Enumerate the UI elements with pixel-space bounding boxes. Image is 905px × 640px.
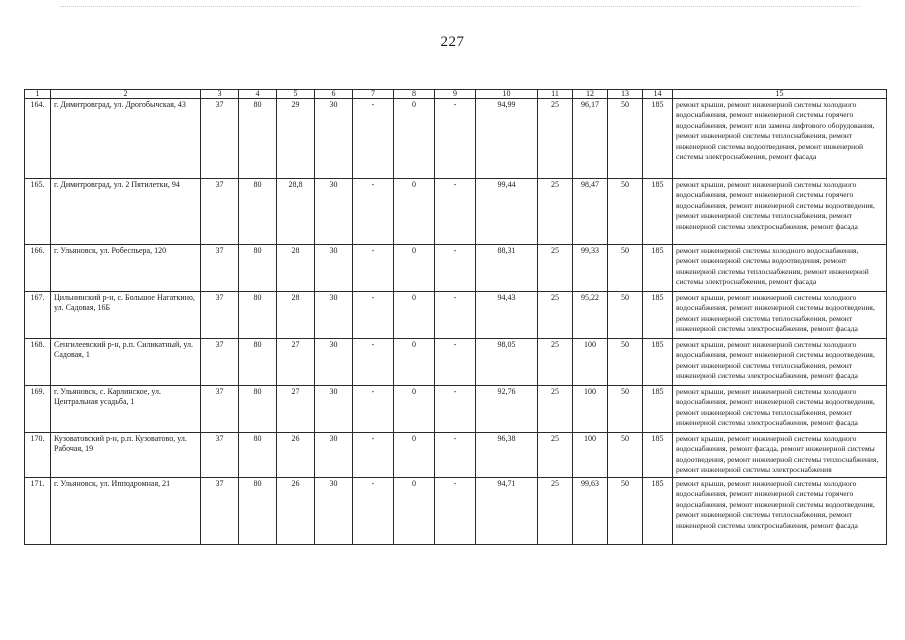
col13-cell: 50: [608, 433, 643, 478]
col11-cell: 25: [538, 179, 573, 245]
col12-cell: 99,33: [573, 245, 608, 292]
col6-cell: 30: [315, 386, 353, 433]
col14-cell: 185: [643, 386, 673, 433]
col3-cell: 37: [201, 386, 239, 433]
col8-cell: 0: [394, 245, 435, 292]
address-cell: Цильнинский р-н, с. Большое Нагаткино, ул. Садовая, 16Б: [51, 292, 201, 339]
table-row: [25, 292, 887, 339]
col-header-8: 8: [394, 90, 435, 99]
table-row: [25, 245, 887, 292]
col13-cell: 50: [608, 245, 643, 292]
works-cell: ремонт крыши, ремонт инженерной системы холодного водоснабжения, ремонт инженерной системы горячего водоснабжения, ремонт инженерной системы водоотведения, ремонт инженерной системы теплоснабжения, ремонт инженерной системы электроснабжения, ремонт фасада: [673, 179, 887, 245]
col14-cell: 185: [643, 292, 673, 339]
col8-cell: 0: [394, 179, 435, 245]
col4-cell: 80: [239, 179, 277, 245]
table-row: [25, 179, 887, 245]
col4-cell: 80: [239, 386, 277, 433]
address-cell: Кузоватовский р-н, р.п. Кузоватово, ул. Рабочая, 19: [51, 433, 201, 478]
col5-cell: 27: [277, 386, 315, 433]
col12-cell: 100: [573, 339, 608, 386]
address-cell: г. Ульяновск, ул. Робеспьера, 120: [51, 245, 201, 292]
col6-cell: 30: [315, 339, 353, 386]
works-cell: ремонт крыши, ремонт инженерной системы холодного водоснабжения, ремонт инженерной системы водоотведения, ремонт инженерной системы теплоснабжения, ремонт инженерной системы электроснабжения, ремонт фасада: [673, 339, 887, 386]
col14-cell: 185: [643, 339, 673, 386]
col-header-1: 1: [25, 90, 51, 99]
col10-cell: 92,76: [476, 386, 538, 433]
address-cell: г. Ульяновск, ул. Ипподромная, 21: [51, 478, 201, 545]
col7-cell: -: [353, 478, 394, 545]
col13-cell: 50: [608, 292, 643, 339]
table-row: [25, 386, 887, 433]
address-cell: Сенгилеевский р-н, р.п. Силикатный, ул. Садовая, 1: [51, 339, 201, 386]
works-cell: ремонт крыши, ремонт инженерной системы холодного водоснабжения, ремонт инженерной системы водоотведения, ремонт инженерной системы теплоснабжения, ремонт инженерной системы электроснабжения, ремонт фасада: [673, 292, 887, 339]
col3-cell: 37: [201, 339, 239, 386]
col10-cell: 96,38: [476, 433, 538, 478]
col8-cell: 0: [394, 99, 435, 179]
col10-cell: 94,99: [476, 99, 538, 179]
col6-cell: 30: [315, 433, 353, 478]
row-number: 167.: [25, 292, 51, 339]
col4-cell: 80: [239, 339, 277, 386]
col7-cell: -: [353, 292, 394, 339]
col-header-3: 3: [201, 90, 239, 99]
works-cell: ремонт инженерной системы холодного водоснабжения, ремонт инженерной системы водоотведения, ремонт инженерной системы теплоснабжения, ремонт инженерной системы электроснабжения, ремонт фасада: [673, 245, 887, 292]
col3-cell: 37: [201, 478, 239, 545]
col13-cell: 50: [608, 478, 643, 545]
col12-cell: 100: [573, 386, 608, 433]
col10-cell: 99,44: [476, 179, 538, 245]
col4-cell: 80: [239, 478, 277, 545]
col8-cell: 0: [394, 386, 435, 433]
col-header-14: 14: [643, 90, 673, 99]
address-cell: г. Ульяновск, с. Карлинское, ул. Центральная усадьба, 1: [51, 386, 201, 433]
col8-cell: 0: [394, 339, 435, 386]
col5-cell: 28: [277, 245, 315, 292]
col13-cell: 50: [608, 339, 643, 386]
table-row: [25, 99, 887, 179]
scan-artifact-line: [60, 6, 860, 9]
col5-cell: 28,8: [277, 179, 315, 245]
col5-cell: 27: [277, 339, 315, 386]
col7-cell: -: [353, 339, 394, 386]
row-number: 171.: [25, 478, 51, 545]
col9-cell: -: [435, 179, 476, 245]
address-cell: г. Димитровград, ул. Дрогобычская, 43: [51, 99, 201, 179]
col9-cell: -: [435, 478, 476, 545]
repair-schedule-table: [24, 89, 887, 545]
works-cell: ремонт крыши, ремонт инженерной системы холодного водоснабжения, ремонт инженерной системы горячего водоснабжения, ремонт или замена лифтового оборудования, ремонт инженерной системы теплоснабжения, ремонт инженерной системы водоотведения, ремонт инженерной системы электроснабжения, ремонт фасада: [673, 99, 887, 179]
col14-cell: 185: [643, 99, 673, 179]
col12-cell: 96,17: [573, 99, 608, 179]
col4-cell: 80: [239, 433, 277, 478]
col9-cell: -: [435, 339, 476, 386]
col7-cell: -: [353, 179, 394, 245]
col5-cell: 26: [277, 433, 315, 478]
col14-cell: 185: [643, 433, 673, 478]
col7-cell: -: [353, 99, 394, 179]
col13-cell: 50: [608, 386, 643, 433]
col9-cell: -: [435, 433, 476, 478]
address-cell: г. Димитровград, ул. 2 Пятилетки, 94: [51, 179, 201, 245]
col11-cell: 25: [538, 386, 573, 433]
col12-cell: 99,63: [573, 478, 608, 545]
col6-cell: 30: [315, 179, 353, 245]
col11-cell: 25: [538, 245, 573, 292]
col6-cell: 30: [315, 245, 353, 292]
col9-cell: -: [435, 292, 476, 339]
col-header-6: 6: [315, 90, 353, 99]
col7-cell: -: [353, 386, 394, 433]
col9-cell: -: [435, 386, 476, 433]
col-header-9: 9: [435, 90, 476, 99]
col4-cell: 80: [239, 99, 277, 179]
col5-cell: 26: [277, 478, 315, 545]
row-number: 168.: [25, 339, 51, 386]
col3-cell: 37: [201, 292, 239, 339]
col14-cell: 185: [643, 245, 673, 292]
row-number: 166.: [25, 245, 51, 292]
works-cell: ремонт крыши, ремонт инженерной системы холодного водоснабжения, ремонт фасада, ремонт инженерной системы водоотведения, ремонт инженерной системы теплоснабжения, ремонт инженерной системы электроснабжения: [673, 433, 887, 478]
page-number: 227: [440, 34, 465, 50]
works-cell: ремонт крыши, ремонт инженерной системы холодного водоснабжения, ремонт инженерной системы горячего водоснабжения, ремонт инженерной системы водоотведения, ремонт инженерной системы теплоснабжения, ремонт инженерной системы электроснабжения, ремонт фасада: [673, 478, 887, 545]
col4-cell: 80: [239, 245, 277, 292]
col13-cell: 50: [608, 99, 643, 179]
col-header-2: 2: [51, 90, 201, 99]
col10-cell: 98,05: [476, 339, 538, 386]
col10-cell: 94,71: [476, 478, 538, 545]
col6-cell: 30: [315, 478, 353, 545]
col-header-10: 10: [476, 90, 538, 99]
row-number: 165.: [25, 179, 51, 245]
row-number: 169.: [25, 386, 51, 433]
works-cell: ремонт крыши, ремонт инженерной системы холодного водоснабжения, ремонт инженерной системы водоотведения, ремонт инженерной системы теплоснабжения, ремонт инженерной системы электроснабжения, ремонт фасада: [673, 386, 887, 433]
col-header-12: 12: [573, 90, 608, 99]
col3-cell: 37: [201, 179, 239, 245]
table-row: [25, 433, 887, 478]
col8-cell: 0: [394, 433, 435, 478]
col11-cell: 25: [538, 292, 573, 339]
col3-cell: 37: [201, 433, 239, 478]
col-header-11: 11: [538, 90, 573, 99]
col12-cell: 95,22: [573, 292, 608, 339]
col14-cell: 185: [643, 179, 673, 245]
col11-cell: 25: [538, 478, 573, 545]
col9-cell: -: [435, 245, 476, 292]
col7-cell: -: [353, 433, 394, 478]
col3-cell: 37: [201, 99, 239, 179]
header-row: [25, 90, 887, 99]
col12-cell: 100: [573, 433, 608, 478]
col9-cell: -: [435, 99, 476, 179]
col-header-15: 15: [673, 90, 887, 99]
col8-cell: 0: [394, 478, 435, 545]
col11-cell: 25: [538, 339, 573, 386]
col6-cell: 30: [315, 99, 353, 179]
col14-cell: 185: [643, 478, 673, 545]
table-row: [25, 339, 887, 386]
col10-cell: 88,31: [476, 245, 538, 292]
col10-cell: 94,43: [476, 292, 538, 339]
col12-cell: 98,47: [573, 179, 608, 245]
col13-cell: 50: [608, 179, 643, 245]
table-row: [25, 478, 887, 545]
col11-cell: 25: [538, 99, 573, 179]
col-header-5: 5: [277, 90, 315, 99]
row-number: 164.: [25, 99, 51, 179]
col6-cell: 30: [315, 292, 353, 339]
col8-cell: 0: [394, 292, 435, 339]
col7-cell: -: [353, 245, 394, 292]
row-number: 170.: [25, 433, 51, 478]
col-header-7: 7: [353, 90, 394, 99]
col-header-4: 4: [239, 90, 277, 99]
col5-cell: 28: [277, 292, 315, 339]
col-header-13: 13: [608, 90, 643, 99]
col11-cell: 25: [538, 433, 573, 478]
col4-cell: 80: [239, 292, 277, 339]
col5-cell: 29: [277, 99, 315, 179]
col3-cell: 37: [201, 245, 239, 292]
